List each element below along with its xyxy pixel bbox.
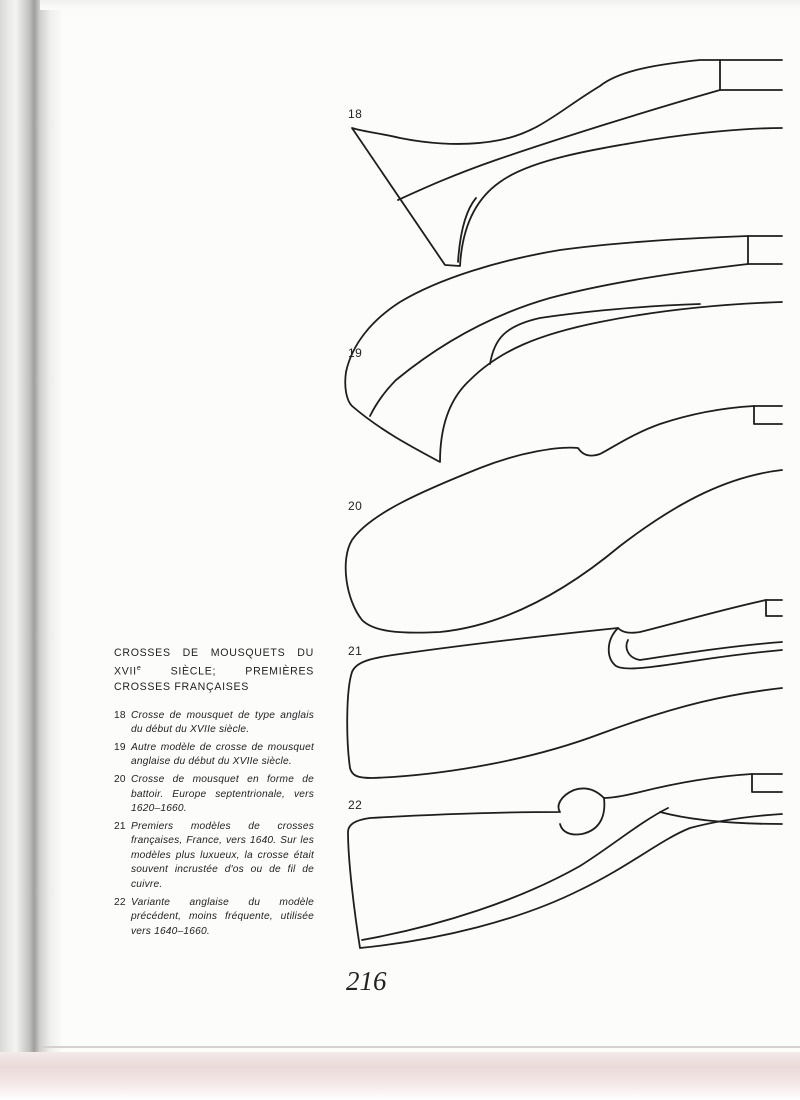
entry-text: Autre modèle de crosse de mousquet anglaise du début du XVIIe siècle. — [131, 741, 314, 768]
entry-number: 19 — [114, 741, 126, 753]
caption-title — [114, 646, 314, 695]
entry-text: Premiers modèles de crosses françaises, France, vers 1640. Sur les modèles plus luxueux, la crosse était souvent incrustée d'os ou de fil de cuivre. — [131, 820, 314, 891]
caption-title-prefix: CROSSES DE MOUSQUETS DU XVII — [114, 647, 314, 678]
entry-text: Crosse de mousquet de type anglais du début du XVIIe siècle. — [131, 709, 314, 736]
entry-number: 18 — [114, 709, 126, 721]
page-number: 216 — [346, 966, 387, 996]
caption-title-superscript: e — [136, 665, 142, 672]
stock-22-outline — [348, 774, 782, 948]
stock-19-outline — [345, 236, 782, 462]
figure-18-number: 18 — [348, 107, 363, 121]
figure-19-number: 19 — [348, 346, 363, 360]
figure-21-number: 21 — [348, 644, 363, 658]
figure-20-drawing — [346, 406, 782, 633]
figure-19-drawing — [345, 236, 782, 462]
entry-text: Variante anglaise du modèle précédent, moins fréquente, utilisée vers 1640–1660. — [131, 896, 314, 937]
caption-entry-22 — [114, 896, 314, 940]
caption-title-suffix: SIÈCLE; PREMIÈRES CROSSES FRANÇAISES — [114, 665, 314, 693]
figure-21-drawing — [347, 600, 782, 778]
figure-20-number: 20 — [348, 499, 363, 513]
stock-21-outline — [347, 600, 782, 778]
entry-number: 22 — [114, 896, 126, 908]
figure-caption — [114, 646, 314, 942]
stock-20-outline — [346, 406, 782, 633]
figure-22-drawing — [348, 774, 782, 948]
entry-number: 20 — [114, 773, 126, 785]
entry-number: 21 — [114, 820, 126, 832]
caption-entry-19 — [114, 741, 314, 770]
caption-entry-20 — [114, 773, 314, 817]
figure-18-drawing — [352, 60, 782, 266]
figure-22-number: 22 — [348, 798, 363, 812]
caption-entry-18 — [114, 709, 314, 738]
caption-entry-21 — [114, 820, 314, 893]
caption-entries — [114, 709, 314, 940]
entry-text: Crosse de mousquet en forme de battoir. Europe septentrionale, vers 1620–1660. — [131, 773, 314, 815]
